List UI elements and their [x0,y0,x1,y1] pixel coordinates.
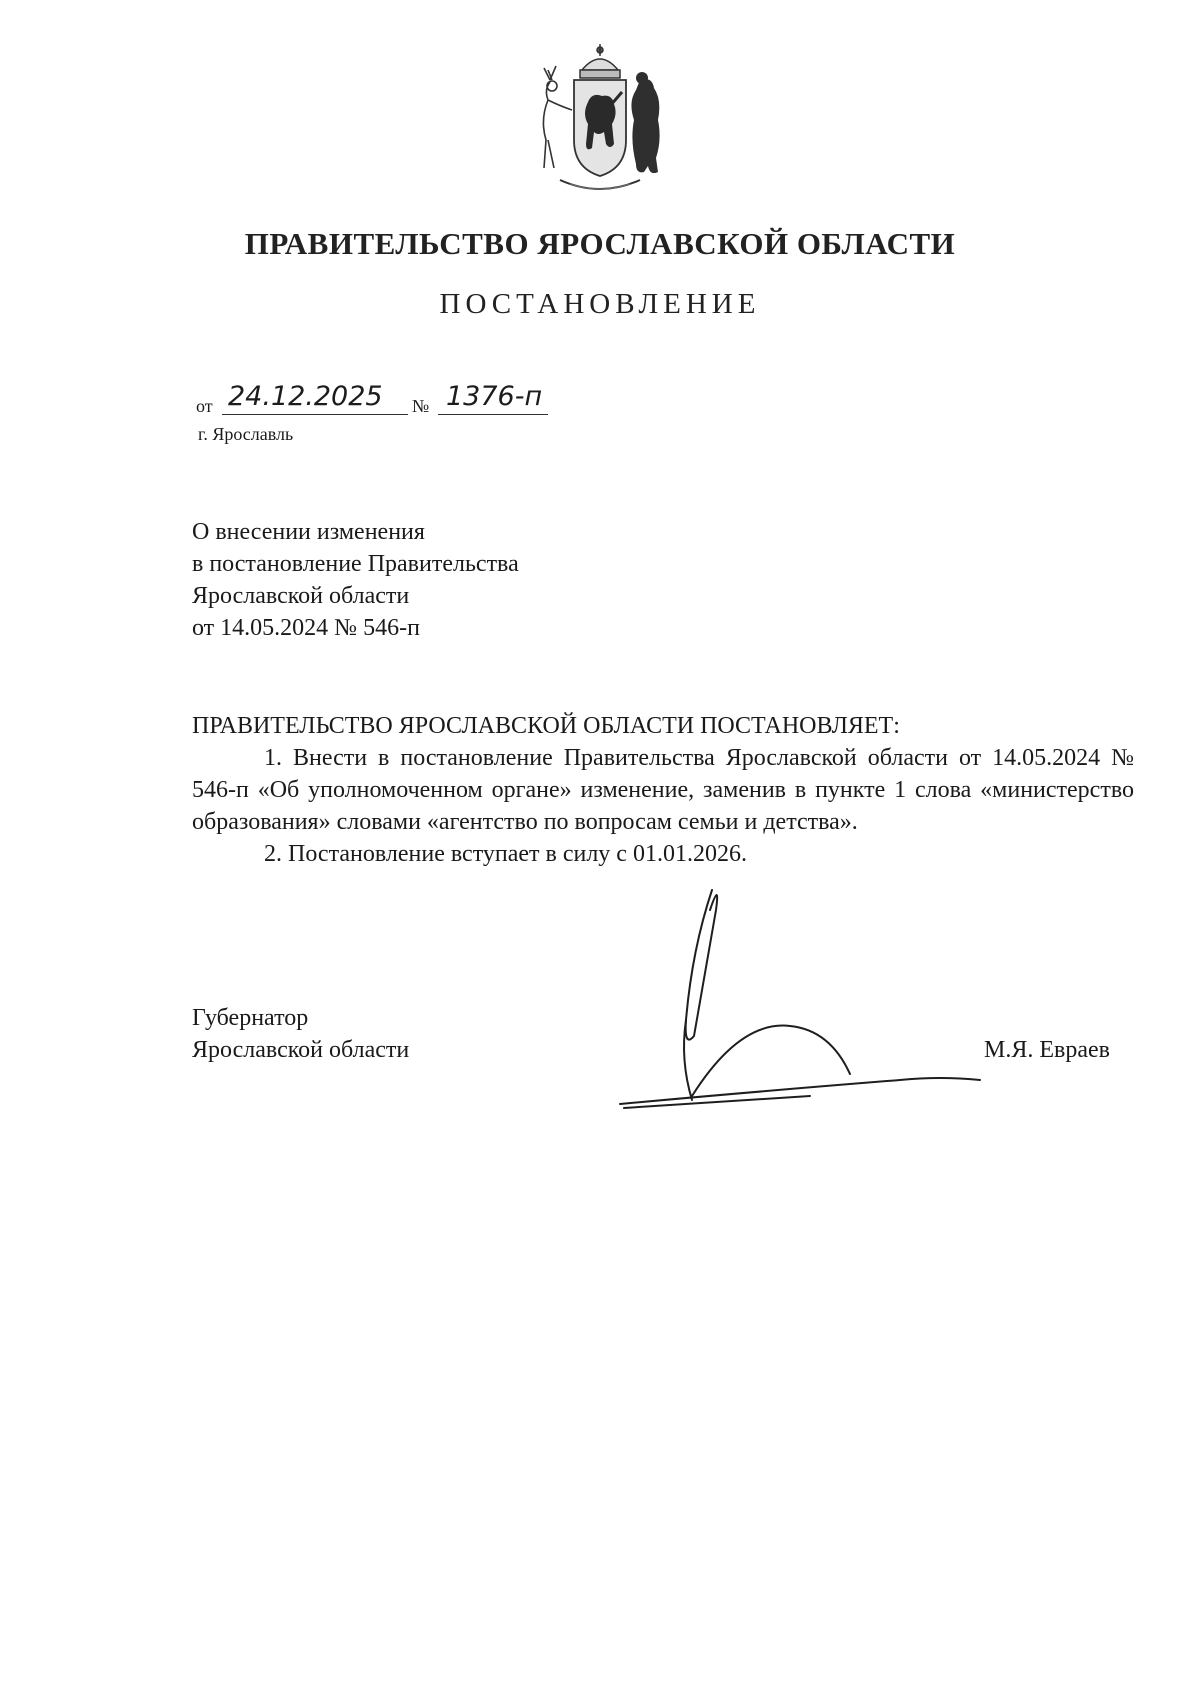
government-title: ПРАВИТЕЛЬСТВО ЯРОСЛАВСКОЙ ОБЛАСТИ [244,226,956,261]
subject-line: О внесении изменения [192,519,425,545]
body-paragraph: 1. Внести в постановление Правительства Ярославской области от 14.05.2024 № 546-п «Об уполномоченном органе» изменение, заменив в пункте 1 слова «министерство образования» словами «агентство по вопросам семьи и детства». [192,745,1134,835]
handwritten-signature-icon [600,870,1000,1110]
subject-line: от 14.05.2024 № 546-п [192,615,420,641]
number-field [438,381,548,415]
body-paragraph: 2. Постановление вступает в силу с 01.01.2026. [264,841,747,867]
coat-of-arms-icon [530,40,670,200]
subject-block [192,516,519,644]
subject-line: в постановление Правительства [192,551,519,577]
handwritten-number: 1376-п [446,381,543,412]
document-type: ПОСТАНОВЛЕНИЕ [439,288,761,320]
date-field [222,381,408,415]
subject-line: Ярославской области [192,583,410,609]
position-line: Губернатор [192,1005,309,1031]
signatory-name: М.Я. Евраев [984,1037,1110,1063]
position-line: Ярославской области [192,1037,410,1063]
signatory-position [192,1002,409,1066]
registration-line [196,381,656,424]
number-sign: № [412,396,430,416]
handwritten-date: 24.12.2025 [228,381,383,412]
resolves-heading: ПРАВИТЕЛЬСТВО ЯРОСЛАВСКОЙ ОБЛАСТИ ПОСТАНОВЛЯЕТ: [192,713,900,739]
city-label: г. Ярославль [198,424,294,444]
body-text [192,742,1134,870]
date-prefix: от [196,396,213,416]
